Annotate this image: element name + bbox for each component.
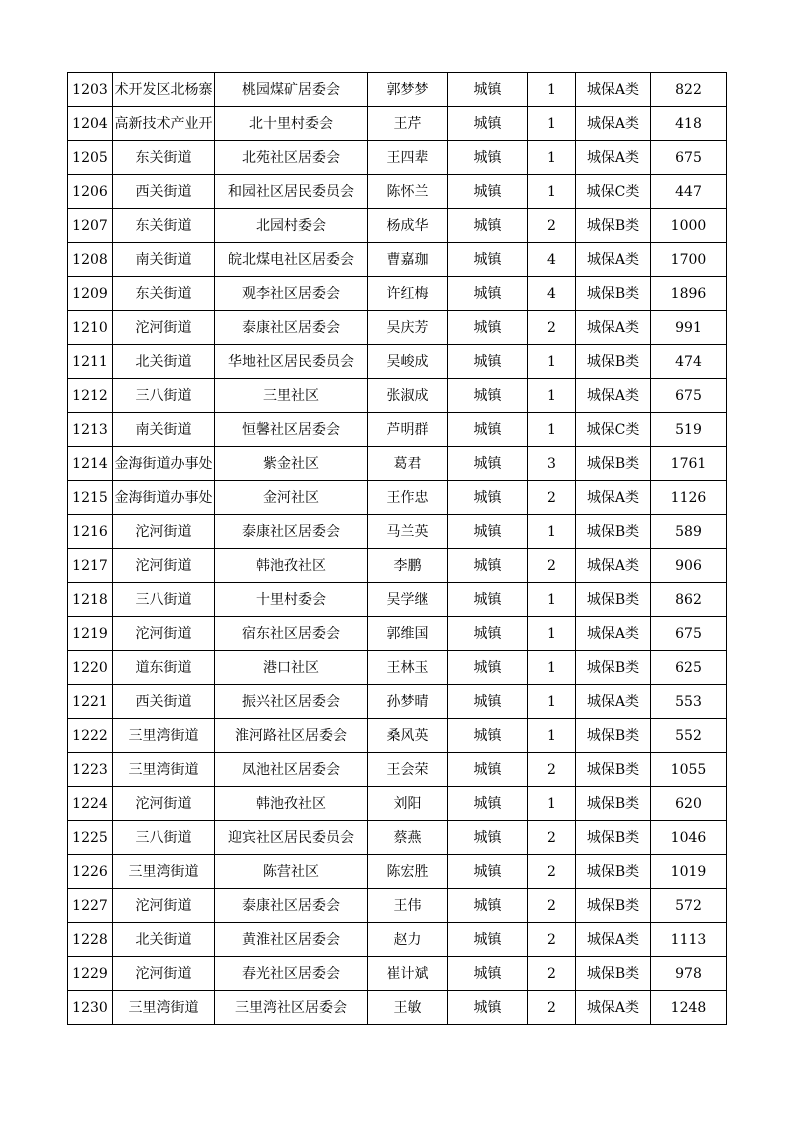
member-count-cell: 1 [528,583,576,617]
category-cell: 城保A类 [576,107,651,141]
amount-cell: 474 [651,345,727,379]
row-id-cell: 1226 [68,855,113,889]
table-row [68,991,727,1025]
row-id-cell: 1220 [68,651,113,685]
street-cell: 北关街道 [113,923,215,957]
category-cell: 城保A类 [576,617,651,651]
community-cell: 三里社区 [215,379,368,413]
category-cell: 城保A类 [576,549,651,583]
household-type-cell: 城镇 [448,753,528,787]
row-id-cell: 1215 [68,481,113,515]
household-type-cell: 城镇 [448,311,528,345]
member-count-cell: 2 [528,889,576,923]
row-id-cell: 1223 [68,753,113,787]
table-row [68,243,727,277]
community-cell: 陈营社区 [215,855,368,889]
category-cell: 城保B类 [576,209,651,243]
amount-cell: 1248 [651,991,727,1025]
name-cell: 王芹 [368,107,448,141]
table-row [68,311,727,345]
member-count-cell: 2 [528,549,576,583]
street-cell: 南关街道 [113,413,215,447]
community-cell: 韩池孜社区 [215,549,368,583]
table-row [68,481,727,515]
category-cell: 城保B类 [576,855,651,889]
table-row [68,685,727,719]
row-id-cell: 1212 [68,379,113,413]
amount-cell: 589 [651,515,727,549]
row-id-cell: 1224 [68,787,113,821]
category-cell: 城保B类 [576,889,651,923]
amount-cell: 519 [651,413,727,447]
amount-cell: 418 [651,107,727,141]
street-cell: 三里湾街道 [113,991,215,1025]
row-id-cell: 1225 [68,821,113,855]
member-count-cell: 1 [528,617,576,651]
name-cell: 王伟 [368,889,448,923]
category-cell: 城保B类 [576,753,651,787]
category-cell: 城保A类 [576,243,651,277]
community-cell: 凤池社区居委会 [215,753,368,787]
community-cell: 皖北煤电社区居委会 [215,243,368,277]
street-cell: 三里湾街道 [113,855,215,889]
table-row [68,515,727,549]
table-row [68,277,727,311]
category-cell: 城保A类 [576,685,651,719]
household-type-cell: 城镇 [448,209,528,243]
row-id-cell: 1219 [68,617,113,651]
amount-cell: 675 [651,141,727,175]
name-cell: 桑风英 [368,719,448,753]
household-type-cell: 城镇 [448,413,528,447]
row-id-cell: 1205 [68,141,113,175]
row-id-cell: 1209 [68,277,113,311]
household-type-cell: 城镇 [448,481,528,515]
household-type-cell: 城镇 [448,821,528,855]
name-cell: 王林玉 [368,651,448,685]
row-id-cell: 1203 [68,73,113,107]
member-count-cell: 2 [528,957,576,991]
member-count-cell: 1 [528,107,576,141]
member-count-cell: 1 [528,141,576,175]
street-cell: 东关街道 [113,141,215,175]
member-count-cell: 1 [528,787,576,821]
row-id-cell: 1204 [68,107,113,141]
street-cell: 西关街道 [113,175,215,209]
community-cell: 华地社区居民委员会 [215,345,368,379]
street-cell: 三里湾街道 [113,719,215,753]
row-id-cell: 1206 [68,175,113,209]
table-row [68,855,727,889]
community-cell: 金河社区 [215,481,368,515]
amount-cell: 620 [651,787,727,821]
row-id-cell: 1230 [68,991,113,1025]
category-cell: 城保B类 [576,447,651,481]
household-type-cell: 城镇 [448,991,528,1025]
amount-cell: 1046 [651,821,727,855]
amount-cell: 1055 [651,753,727,787]
category-cell: 城保C类 [576,413,651,447]
street-cell: 道东街道 [113,651,215,685]
category-cell: 城保A类 [576,311,651,345]
table-row [68,617,727,651]
table-row [68,719,727,753]
street-cell: 三八街道 [113,583,215,617]
amount-cell: 447 [651,175,727,209]
row-id-cell: 1227 [68,889,113,923]
name-cell: 赵力 [368,923,448,957]
category-cell: 城保B类 [576,787,651,821]
street-cell: 沱河街道 [113,889,215,923]
category-cell: 城保A类 [576,923,651,957]
row-id-cell: 1210 [68,311,113,345]
community-cell: 泰康社区居委会 [215,515,368,549]
amount-cell: 1896 [651,277,727,311]
amount-cell: 625 [651,651,727,685]
household-type-cell: 城镇 [448,107,528,141]
name-cell: 吴学继 [368,583,448,617]
member-count-cell: 1 [528,379,576,413]
street-cell: 沱河街道 [113,311,215,345]
category-cell: 城保A类 [576,73,651,107]
street-cell: 沱河街道 [113,515,215,549]
community-cell: 三里湾社区居委会 [215,991,368,1025]
amount-cell: 1019 [651,855,727,889]
household-type-cell: 城镇 [448,957,528,991]
name-cell: 崔计斌 [368,957,448,991]
community-cell: 宿东社区居委会 [215,617,368,651]
amount-cell: 978 [651,957,727,991]
name-cell: 王会荣 [368,753,448,787]
amount-cell: 991 [651,311,727,345]
row-id-cell: 1214 [68,447,113,481]
street-cell: 西关街道 [113,685,215,719]
table-row [68,889,727,923]
name-cell: 郭梦梦 [368,73,448,107]
category-cell: 城保B类 [576,583,651,617]
member-count-cell: 1 [528,515,576,549]
name-cell: 许红梅 [368,277,448,311]
name-cell: 陈宏胜 [368,855,448,889]
community-cell: 紫金社区 [215,447,368,481]
table-row [68,923,727,957]
row-id-cell: 1222 [68,719,113,753]
category-cell: 城保B类 [576,821,651,855]
name-cell: 王四辈 [368,141,448,175]
category-cell: 城保A类 [576,379,651,413]
household-type-cell: 城镇 [448,889,528,923]
household-type-cell: 城镇 [448,685,528,719]
member-count-cell: 2 [528,209,576,243]
household-type-cell: 城镇 [448,73,528,107]
category-cell: 城保B类 [576,345,651,379]
member-count-cell: 1 [528,719,576,753]
table-row [68,345,727,379]
table-row [68,379,727,413]
member-count-cell: 1 [528,651,576,685]
member-count-cell: 2 [528,821,576,855]
name-cell: 杨成华 [368,209,448,243]
amount-cell: 1700 [651,243,727,277]
row-id-cell: 1221 [68,685,113,719]
amount-cell: 553 [651,685,727,719]
member-count-cell: 2 [528,753,576,787]
household-type-cell: 城镇 [448,515,528,549]
category-cell: 城保B类 [576,651,651,685]
household-type-cell: 城镇 [448,243,528,277]
street-cell: 金海街道办事处 [113,481,215,515]
table-row [68,651,727,685]
name-cell: 孙梦晴 [368,685,448,719]
member-count-cell: 1 [528,345,576,379]
table-row [68,447,727,481]
household-type-cell: 城镇 [448,617,528,651]
table-row [68,821,727,855]
street-cell: 术开发区北杨寨 [113,73,215,107]
amount-cell: 1000 [651,209,727,243]
table-row [68,413,727,447]
name-cell: 曹嘉珈 [368,243,448,277]
community-cell: 北十里村委会 [215,107,368,141]
street-cell: 三里湾街道 [113,753,215,787]
name-cell: 吴峻成 [368,345,448,379]
community-cell: 恒馨社区居委会 [215,413,368,447]
roster-body [68,73,727,1025]
household-type-cell: 城镇 [448,277,528,311]
row-id-cell: 1218 [68,583,113,617]
category-cell: 城保A类 [576,481,651,515]
household-type-cell: 城镇 [448,651,528,685]
row-id-cell: 1207 [68,209,113,243]
category-cell: 城保A类 [576,141,651,175]
street-cell: 沱河街道 [113,957,215,991]
category-cell: 城保B类 [576,957,651,991]
community-cell: 黄淮社区居委会 [215,923,368,957]
household-type-cell: 城镇 [448,719,528,753]
name-cell: 王作忠 [368,481,448,515]
street-cell: 东关街道 [113,209,215,243]
community-cell: 春光社区居委会 [215,957,368,991]
community-cell: 十里村委会 [215,583,368,617]
row-id-cell: 1216 [68,515,113,549]
community-cell: 泰康社区居委会 [215,311,368,345]
category-cell: 城保B类 [576,719,651,753]
roster-table [67,72,727,1025]
community-cell: 振兴社区居委会 [215,685,368,719]
member-count-cell: 4 [528,243,576,277]
community-cell: 迎宾社区居民委员会 [215,821,368,855]
amount-cell: 862 [651,583,727,617]
community-cell: 桃园煤矿居委会 [215,73,368,107]
table-row [68,175,727,209]
household-type-cell: 城镇 [448,923,528,957]
community-cell: 淮河路社区居委会 [215,719,368,753]
member-count-cell: 1 [528,685,576,719]
amount-cell: 552 [651,719,727,753]
category-cell: 城保B类 [576,515,651,549]
household-type-cell: 城镇 [448,379,528,413]
table-row [68,141,727,175]
name-cell: 蔡燕 [368,821,448,855]
street-cell: 金海街道办事处 [113,447,215,481]
name-cell: 葛君 [368,447,448,481]
street-cell: 沱河街道 [113,787,215,821]
row-id-cell: 1208 [68,243,113,277]
name-cell: 张淑成 [368,379,448,413]
category-cell: 城保A类 [576,991,651,1025]
member-count-cell: 2 [528,311,576,345]
household-type-cell: 城镇 [448,447,528,481]
community-cell: 观李社区居委会 [215,277,368,311]
community-cell: 北苑社区居委会 [215,141,368,175]
member-count-cell: 2 [528,923,576,957]
household-type-cell: 城镇 [448,175,528,209]
category-cell: 城保C类 [576,175,651,209]
table-row [68,73,727,107]
household-type-cell: 城镇 [448,345,528,379]
street-cell: 高新技术产业开 [113,107,215,141]
name-cell: 马兰英 [368,515,448,549]
member-count-cell: 1 [528,413,576,447]
household-type-cell: 城镇 [448,855,528,889]
table-row [68,753,727,787]
community-cell: 韩池孜社区 [215,787,368,821]
member-count-cell: 2 [528,855,576,889]
street-cell: 东关街道 [113,277,215,311]
community-cell: 港口社区 [215,651,368,685]
name-cell: 芦明群 [368,413,448,447]
table-row [68,583,727,617]
community-cell: 北园村委会 [215,209,368,243]
table-row [68,957,727,991]
member-count-cell: 4 [528,277,576,311]
street-cell: 三八街道 [113,821,215,855]
name-cell: 刘阳 [368,787,448,821]
member-count-cell: 2 [528,481,576,515]
row-id-cell: 1229 [68,957,113,991]
amount-cell: 572 [651,889,727,923]
row-id-cell: 1213 [68,413,113,447]
table-row [68,107,727,141]
name-cell: 吴庆芳 [368,311,448,345]
street-cell: 三八街道 [113,379,215,413]
name-cell: 王敏 [368,991,448,1025]
amount-cell: 675 [651,379,727,413]
street-cell: 沱河街道 [113,549,215,583]
row-id-cell: 1217 [68,549,113,583]
member-count-cell: 1 [528,73,576,107]
street-cell: 北关街道 [113,345,215,379]
name-cell: 郭维国 [368,617,448,651]
household-type-cell: 城镇 [448,787,528,821]
amount-cell: 675 [651,617,727,651]
amount-cell: 822 [651,73,727,107]
street-cell: 沱河街道 [113,617,215,651]
household-type-cell: 城镇 [448,583,528,617]
row-id-cell: 1211 [68,345,113,379]
household-type-cell: 城镇 [448,141,528,175]
name-cell: 陈怀兰 [368,175,448,209]
amount-cell: 906 [651,549,727,583]
member-count-cell: 2 [528,991,576,1025]
household-type-cell: 城镇 [448,549,528,583]
table-row [68,549,727,583]
member-count-cell: 1 [528,175,576,209]
table-row [68,209,727,243]
street-cell: 南关街道 [113,243,215,277]
community-cell: 和园社区居民委员会 [215,175,368,209]
member-count-cell: 3 [528,447,576,481]
amount-cell: 1761 [651,447,727,481]
name-cell: 李鹏 [368,549,448,583]
amount-cell: 1126 [651,481,727,515]
category-cell: 城保B类 [576,277,651,311]
row-id-cell: 1228 [68,923,113,957]
community-cell: 泰康社区居委会 [215,889,368,923]
table-row [68,787,727,821]
amount-cell: 1113 [651,923,727,957]
